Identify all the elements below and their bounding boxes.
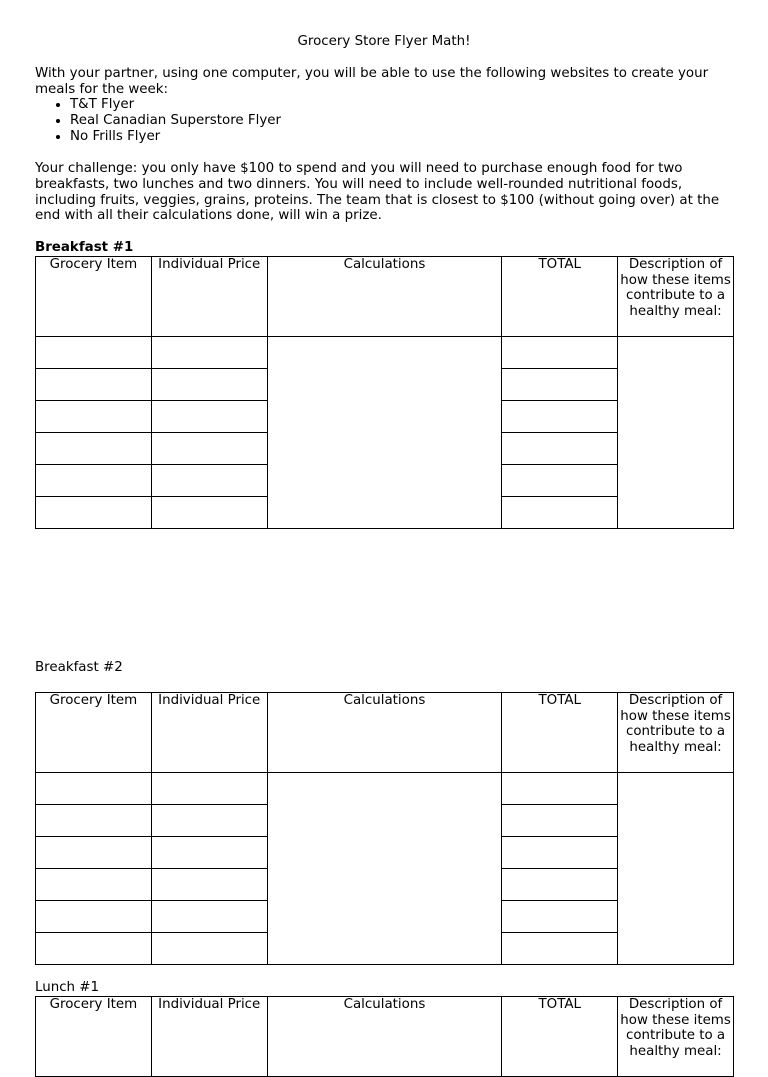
grocery-item-cell[interactable]	[36, 933, 152, 965]
column-header-calculations: Calculations	[267, 997, 502, 1077]
total-cell[interactable]	[502, 901, 618, 933]
website-item: • No Frills Flyer	[70, 129, 281, 145]
price-cell[interactable]	[151, 805, 267, 837]
table-row	[36, 773, 734, 805]
intro-text: With your partner, using one computer, you will be able to use the following websites to create your meals for the week:	[35, 66, 709, 97]
description-cell[interactable]	[618, 337, 734, 529]
table-row	[36, 337, 734, 369]
total-cell[interactable]	[502, 773, 618, 805]
section-label-breakfast-1: Breakfast #1	[35, 240, 134, 255]
grocery-item-cell[interactable]	[36, 465, 152, 497]
price-cell[interactable]	[151, 369, 267, 401]
total-cell[interactable]	[502, 401, 618, 433]
meal-table-breakfast-2	[35, 692, 734, 965]
grocery-item-cell[interactable]	[36, 401, 152, 433]
meal-table-lunch-1	[35, 996, 734, 1077]
total-cell[interactable]	[502, 933, 618, 965]
column-header-description: Description of how these items contribute to a healthy meal:	[618, 997, 734, 1077]
grocery-item-cell[interactable]	[36, 901, 152, 933]
section-label-lunch-1: Lunch #1	[35, 980, 100, 995]
grocery-item-cell[interactable]	[36, 837, 152, 869]
column-header-total: TOTAL	[502, 997, 618, 1077]
website-item: • T&T Flyer	[70, 97, 281, 113]
price-cell[interactable]	[151, 837, 267, 869]
total-cell[interactable]	[502, 497, 618, 529]
challenge-text: Your challenge: you only have $100 to spend and you will need to purchase enough food for two breakfasts, two lunches and two dinners. You will need to include well-rounded nutritional foods, including fruits, veggies, grains, proteins. The team that is closest to $100 (without going over) at the end with all their calculations done, will win a prize.	[35, 161, 720, 224]
price-cell[interactable]	[151, 933, 267, 965]
table-header-row	[36, 997, 734, 1077]
calculations-cell[interactable]	[267, 773, 502, 965]
price-cell[interactable]	[151, 465, 267, 497]
price-cell[interactable]	[151, 901, 267, 933]
column-header-description: Description of how these items contribute to a healthy meal:	[618, 257, 734, 337]
price-cell[interactable]	[151, 869, 267, 901]
price-cell[interactable]	[151, 433, 267, 465]
total-cell[interactable]	[502, 805, 618, 837]
page-title: Grocery Store Flyer Math!	[297, 34, 471, 49]
column-header-description: Description of how these items contribute to a healthy meal:	[618, 693, 734, 773]
table-header-row	[36, 693, 734, 773]
grocery-item-cell[interactable]	[36, 805, 152, 837]
total-cell[interactable]	[502, 433, 618, 465]
grocery-item-cell[interactable]	[36, 337, 152, 369]
total-cell[interactable]	[502, 869, 618, 901]
column-header-grocery-item: Grocery Item	[36, 257, 152, 337]
price-cell[interactable]	[151, 401, 267, 433]
column-header-calculations: Calculations	[267, 693, 502, 773]
column-header-total: TOTAL	[502, 257, 618, 337]
section-label-breakfast-2: Breakfast #2	[35, 660, 123, 675]
total-cell[interactable]	[502, 337, 618, 369]
grocery-item-cell[interactable]	[36, 433, 152, 465]
column-header-grocery-item: Grocery Item	[36, 693, 152, 773]
calculations-cell[interactable]	[267, 337, 502, 529]
column-header-individual-price: Individual Price	[151, 693, 267, 773]
website-list	[35, 97, 281, 145]
price-cell[interactable]	[151, 337, 267, 369]
total-cell[interactable]	[502, 465, 618, 497]
grocery-item-cell[interactable]	[36, 773, 152, 805]
description-cell[interactable]	[618, 773, 734, 965]
table-header-row	[36, 257, 734, 337]
column-header-individual-price: Individual Price	[151, 257, 267, 337]
grocery-item-cell[interactable]	[36, 869, 152, 901]
column-header-grocery-item: Grocery Item	[36, 997, 152, 1077]
column-header-calculations: Calculations	[267, 257, 502, 337]
meal-table-breakfast-1	[35, 256, 734, 529]
grocery-item-cell[interactable]	[36, 369, 152, 401]
price-cell[interactable]	[151, 773, 267, 805]
total-cell[interactable]	[502, 837, 618, 869]
column-header-individual-price: Individual Price	[151, 997, 267, 1077]
grocery-item-cell[interactable]	[36, 497, 152, 529]
column-header-total: TOTAL	[502, 693, 618, 773]
website-item: • Real Canadian Superstore Flyer	[70, 113, 281, 129]
total-cell[interactable]	[502, 369, 618, 401]
price-cell[interactable]	[151, 497, 267, 529]
